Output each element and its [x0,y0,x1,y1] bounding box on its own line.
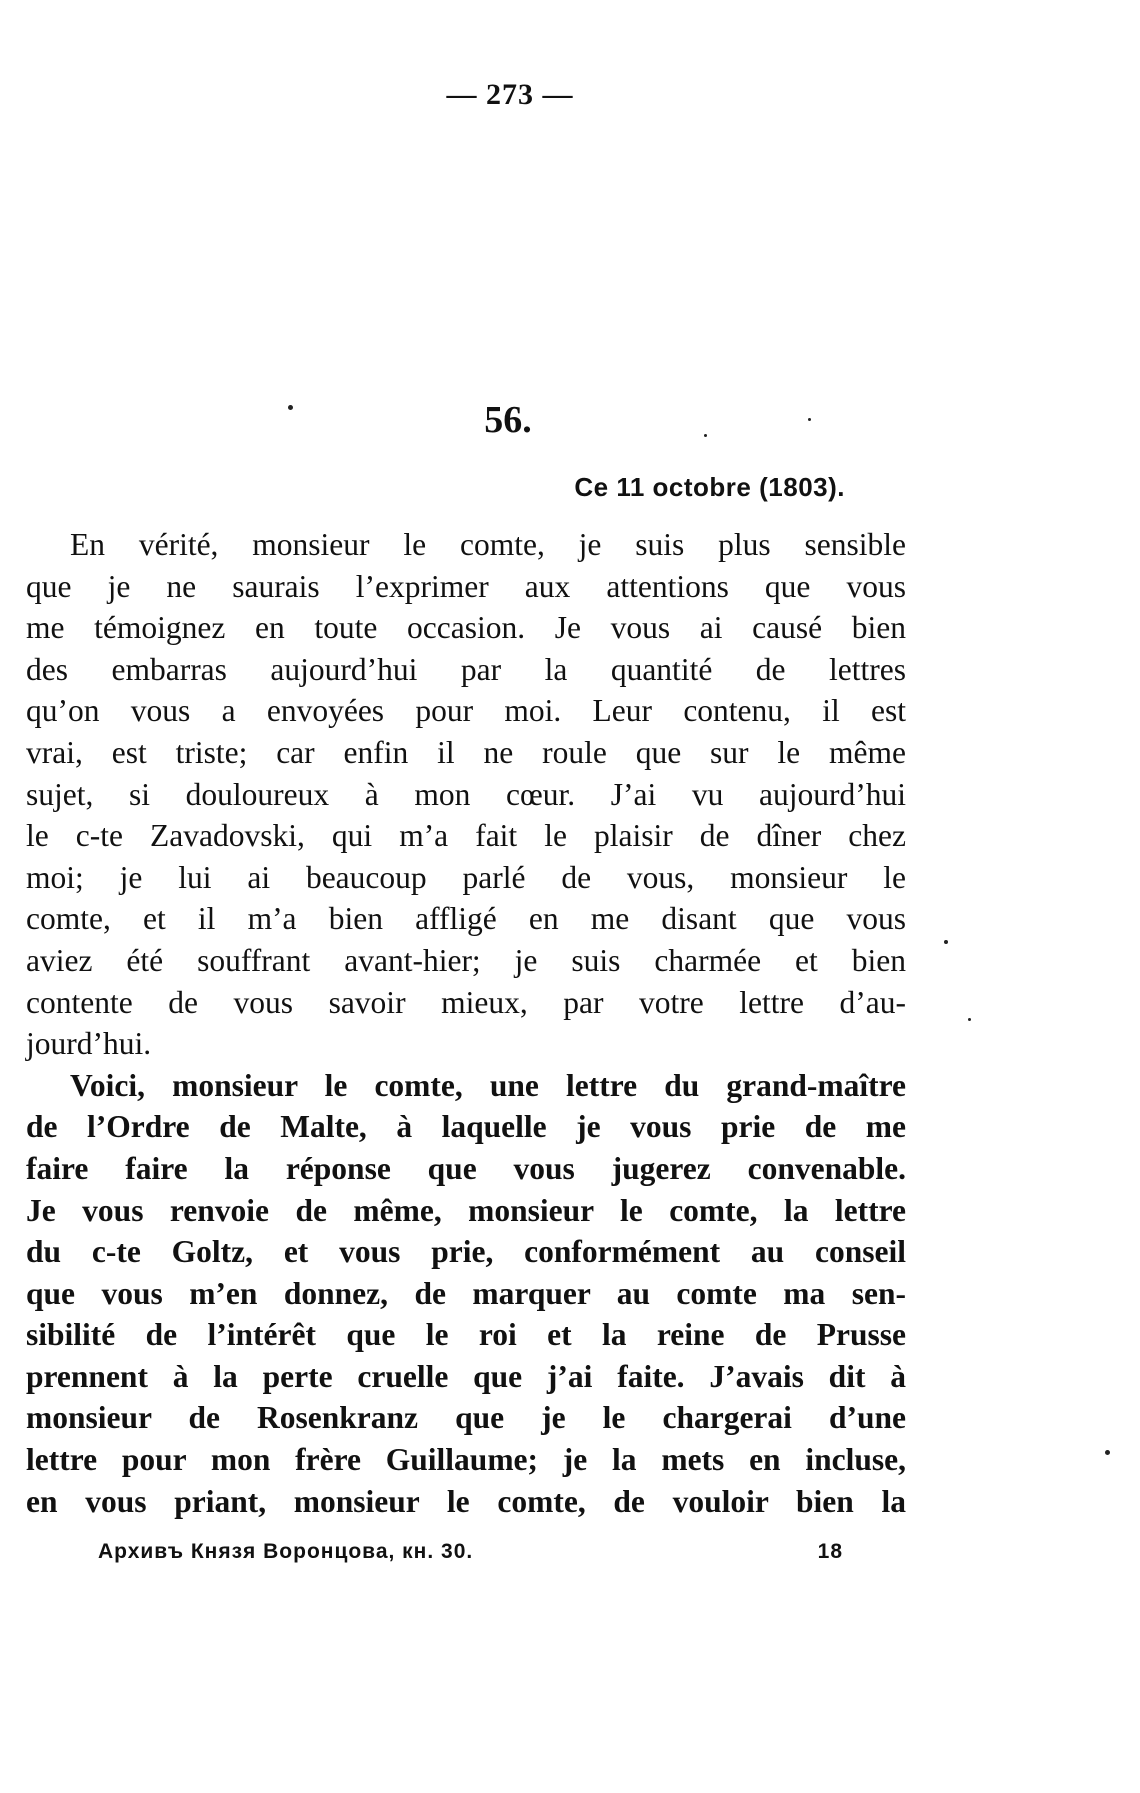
text-line: Je vous renvoie de même, monsieur le comte, la lettre [26,1192,906,1228]
text-line: en vous priant, monsieur le comte, de vouloir bien la [26,1483,906,1519]
scan-speck [808,418,811,421]
text-line: faire faire la réponse que vous jugerez convenable. [26,1150,906,1186]
text-line: comte, et il m’a bien affligé en me disant que vous [26,901,906,937]
letter-number-text: 56. [484,399,532,441]
text-line: jourd’hui. [26,1026,152,1062]
text-line: du c-te Goltz, et vous prie, conformément au conseil [26,1234,906,1270]
text-line: que je ne saurais l’exprimer aux attentions que vous [26,568,906,604]
scan-speck [968,1018,971,1021]
text-line: prennent à la perte cruelle que j’ai faite. J’avais dit à [26,1358,906,1394]
text-line: me témoignez en toute occasion. Je vous ai causé bien [26,610,906,646]
scan-speck [704,434,707,437]
footer-sheet-number: 18 [817,1540,843,1563]
text-line: le c-te Zavadovski, qui m’a fait le plaisir de dîner chez [26,818,906,854]
text-line: lettre pour mon frère Guillaume; je la mets en incluse, [26,1442,906,1478]
page-number-text: — 273 — [446,78,574,111]
text-line: qu’on vous a envoyées pour moi. Leur contenu, il est [26,693,906,729]
footer-signature: Архивъ Князя Воронцова, кн. 30. [98,1540,474,1563]
text-line: En vérité, monsieur le comte, je suis plus sensible [70,527,906,562]
paragraph-2 [26,1065,906,1523]
text-line: vrai, est triste; car enfin il ne roule que sur le même [26,734,906,770]
text-line: que vous m’en donnez, de marquer au comte ma sen- [26,1275,906,1311]
text-line: monsieur de Rosenkranz que je le chargerai d’une [26,1400,906,1436]
letter-dateline: Ce 11 octobre (1803). [574,472,845,502]
text-line: contente de vous savoir mieux, par votre lettre d’au- [26,984,906,1020]
text-line: moi; je lui ai beaucoup parlé de vous, monsieur le [26,859,906,895]
text-line: de l’Ordre de Malte, à laquelle je vous prie de me [26,1109,906,1145]
page-number [0,78,1140,112]
letter-number [0,398,1140,442]
scan-speck [1105,1450,1110,1455]
text-line: sujet, si douloureux à mon cœur. J’ai vu aujourd’hui [26,776,906,812]
scan-speck [944,940,948,944]
text-line: des embarras aujourd’hui par la quantité de lettres [26,651,906,687]
text-line: Voici, monsieur le comte, une lettre du grand-maître [70,1067,906,1103]
letter-body [26,524,906,1522]
scan-speck [288,405,293,410]
text-line: sibilité de l’intérêt que le roi et la reine de Prusse [26,1317,906,1353]
paragraph-1 [26,524,906,1065]
text-line: aviez été souffrant avant-hier; je suis charmée et bien [26,942,906,978]
